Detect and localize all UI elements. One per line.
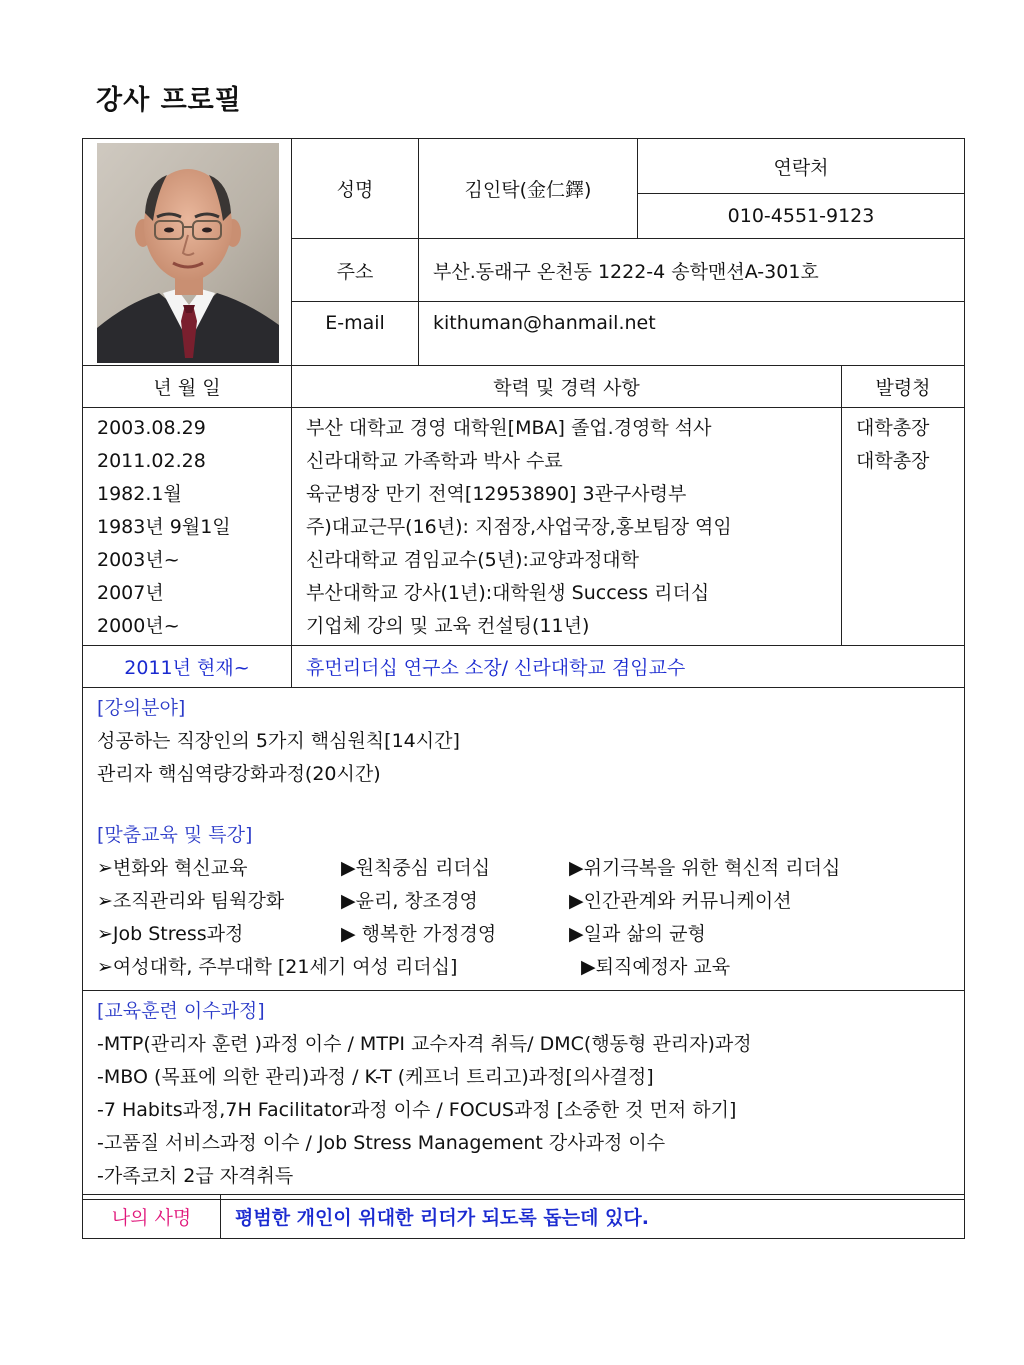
history-date: 1983년 9월1일 <box>97 516 231 538</box>
mission-label: 나의 사명 <box>83 1195 221 1239</box>
profile-table <box>82 138 965 1200</box>
email-value: kithuman@hanmail.net <box>419 301 965 365</box>
history-desc: 부산대학교 강사(1년):대학원생 Success 리더십 <box>306 582 710 604</box>
lectures-section <box>83 688 965 991</box>
current-date: 2011년 현재~ <box>83 646 292 688</box>
lecture-item: 성공하는 직장인의 5가지 핵심원칙[14시간] <box>97 730 460 752</box>
training-item: -MTP(관리자 훈련 )과정 이수 / MTPI 교수자격 취득/ DMC(행동형 관리자)과정 <box>97 1033 752 1055</box>
custom-heading: [맞춤교육 및 특강] <box>97 824 253 846</box>
history-header-desc: 학력 및 경력 사항 <box>292 366 842 408</box>
custom-row <box>97 852 964 885</box>
custom-row <box>97 951 964 984</box>
history-header-issuer: 발령청 <box>842 366 965 408</box>
contact-label: 연락처 <box>638 139 965 194</box>
phone-value: 010-4551-9123 <box>638 194 965 239</box>
photo-cell <box>83 139 292 366</box>
custom-item: ▶일과 삶의 균형 <box>569 923 706 945</box>
training-section <box>83 991 965 1200</box>
name-value: 김인탁(金仁鐸) <box>419 139 638 239</box>
custom-item: ➢변화와 혁신교육 <box>97 857 248 879</box>
training-item: -고품질 서비스과정 이수 / Job Stress Management 강사과정 이수 <box>97 1132 666 1154</box>
history-issuers <box>842 408 965 646</box>
custom-item: ▶퇴직예정자 교육 <box>581 956 731 978</box>
name-label: 성명 <box>292 139 419 239</box>
history-descriptions <box>292 408 842 646</box>
history-desc: 신라대학교 가족학과 박사 수료 <box>306 450 563 472</box>
training-item: -가족코치 2급 자격취득 <box>97 1165 294 1187</box>
lecture-item: 관리자 핵심역량강화과정(20시간) <box>97 763 381 785</box>
custom-item: ▶ 행복한 가정경영 <box>341 923 497 945</box>
custom-item: ▶위기극복을 위한 혁신적 리더십 <box>569 857 841 879</box>
address-label: 주소 <box>292 239 419 301</box>
history-desc: 부산 대학교 경영 대학원[MBA] 졸업.경영학 석사 <box>306 417 712 439</box>
history-desc: 주)대교근무(16년): 지점장,사업국장,홍보팀장 역임 <box>306 516 732 538</box>
custom-item: ➢여성대학, 주부대학 [21세기 여성 리더십] <box>97 956 458 978</box>
mission-text: 평범한 개인이 위대한 리더가 되도록 돕는데 있다. <box>221 1195 965 1239</box>
lectures-heading: [강의분야] <box>97 697 186 719</box>
custom-item: ▶인간관계와 커뮤니케이션 <box>569 890 792 912</box>
history-dates <box>83 408 292 646</box>
custom-item: ➢조직관리와 팀웍강화 <box>97 890 285 912</box>
email-label: E-mail <box>292 301 419 365</box>
custom-row <box>97 918 964 951</box>
profile-photo <box>97 143 279 363</box>
history-desc: 신라대학교 겸임교수(5년):교양과정대학 <box>306 549 640 571</box>
page-title: 강사 프로필 <box>96 85 242 116</box>
history-issuer: 대학총장 <box>856 450 930 472</box>
training-item: -MBO (목표에 의한 관리)과정 / K-T (케프너 트리고)과정[의사결정] <box>97 1066 654 1088</box>
history-date: 2011.02.28 <box>97 450 206 472</box>
address-value: 부산.동래구 온천동 1222-4 송학맨션A-301호 <box>419 239 965 301</box>
custom-row <box>97 885 964 918</box>
history-date: 2003.08.29 <box>97 417 206 439</box>
history-date: 2007년 <box>97 582 164 604</box>
history-date: 2003년~ <box>97 549 180 571</box>
training-item: -7 Habits과정,7H Facilitator과정 이수 / FOCUS과정 [소중한 것 먼저 하기] <box>97 1099 737 1121</box>
history-desc: 육군병장 만기 전역[12953890] 3관구사령부 <box>306 483 687 505</box>
mission-table <box>82 1194 965 1239</box>
history-date: 1982.1월 <box>97 483 182 505</box>
history-date: 2000년~ <box>97 615 180 637</box>
custom-item: ▶원칙중심 리더십 <box>341 857 491 879</box>
history-issuer: 대학총장 <box>856 417 930 439</box>
history-desc: 기업체 강의 및 교육 컨설팅(11년) <box>306 615 590 637</box>
custom-item: ➢Job Stress과정 <box>97 923 244 945</box>
current-position: 휴먼리더십 연구소 소장/ 신라대학교 겸임교수 <box>292 646 965 688</box>
custom-item: ▶윤리, 창조경영 <box>341 890 478 912</box>
history-header-date: 년 월 일 <box>83 366 292 408</box>
training-heading: [교육훈련 이수과정] <box>97 1000 265 1022</box>
portrait-image <box>97 143 279 363</box>
